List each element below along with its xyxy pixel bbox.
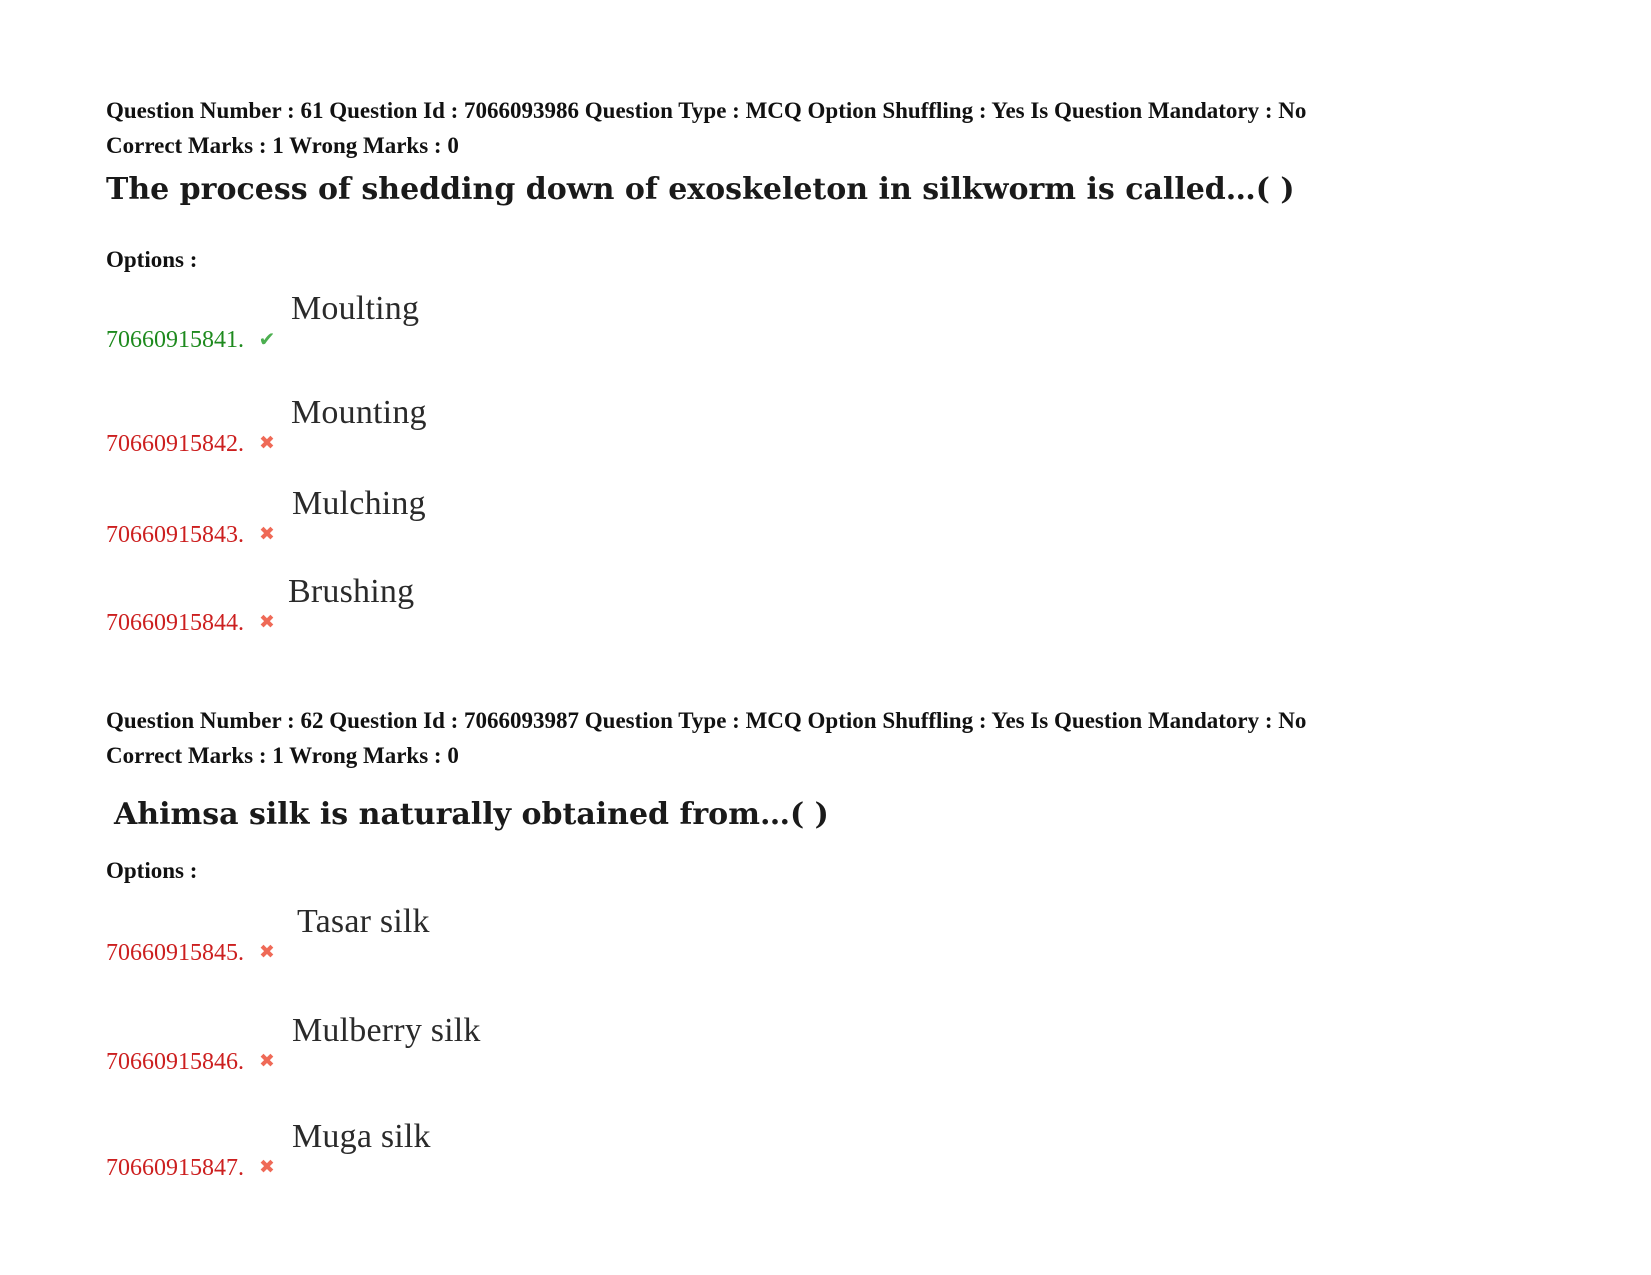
option-item	[106, 290, 706, 360]
option-id: 70660915843.	[106, 522, 244, 548]
question-meta-line1: Question Number : 62 Question Id : 7066093987 Question Type : MCQ Option Shuffling : Yes Is Question Mandatory : No	[106, 708, 1307, 733]
cross-icon: ✖	[259, 940, 275, 963]
options-label: Options :	[106, 247, 198, 272]
cross-icon: ✖	[259, 1155, 275, 1178]
option-item	[106, 394, 706, 464]
option-text: Mulching	[292, 485, 426, 522]
option-text: Mounting	[291, 394, 427, 431]
option-id: 70660915841.	[106, 327, 244, 353]
option-id: 70660915845.	[106, 940, 244, 966]
option-text: Brushing	[288, 573, 415, 610]
option-text: Tasar silk	[297, 903, 430, 940]
option-text: Moulting	[291, 290, 420, 327]
question-meta-line2: Correct Marks : 1 Wrong Marks : 0	[106, 743, 459, 768]
question-text: Ahimsa silk is naturally obtained from…( )	[114, 797, 829, 832]
option-item	[106, 903, 706, 973]
option-item	[106, 1012, 706, 1082]
option-text: Mulberry silk	[292, 1012, 481, 1049]
cross-icon: ✖	[259, 610, 275, 633]
question-meta-line2: Correct Marks : 1 Wrong Marks : 0	[106, 133, 459, 158]
option-id: 70660915842.	[106, 431, 244, 457]
question-text: The process of shedding down of exoskeleton in silkworm is called…( )	[106, 172, 1295, 207]
cross-icon: ✖	[259, 431, 275, 454]
option-item	[106, 1118, 706, 1188]
cross-icon: ✖	[259, 522, 275, 545]
option-item	[106, 573, 706, 643]
options-label: Options :	[106, 858, 198, 883]
option-item	[106, 485, 706, 555]
option-text: Muga silk	[292, 1118, 431, 1155]
option-id: 70660915846.	[106, 1049, 244, 1075]
check-icon: ✔	[258, 327, 276, 351]
option-id: 70660915844.	[106, 610, 244, 636]
question-meta-line1: Question Number : 61 Question Id : 7066093986 Question Type : MCQ Option Shuffling : Yes Is Question Mandatory : No	[106, 98, 1307, 123]
option-id: 70660915847.	[106, 1155, 244, 1181]
cross-icon: ✖	[259, 1049, 275, 1072]
